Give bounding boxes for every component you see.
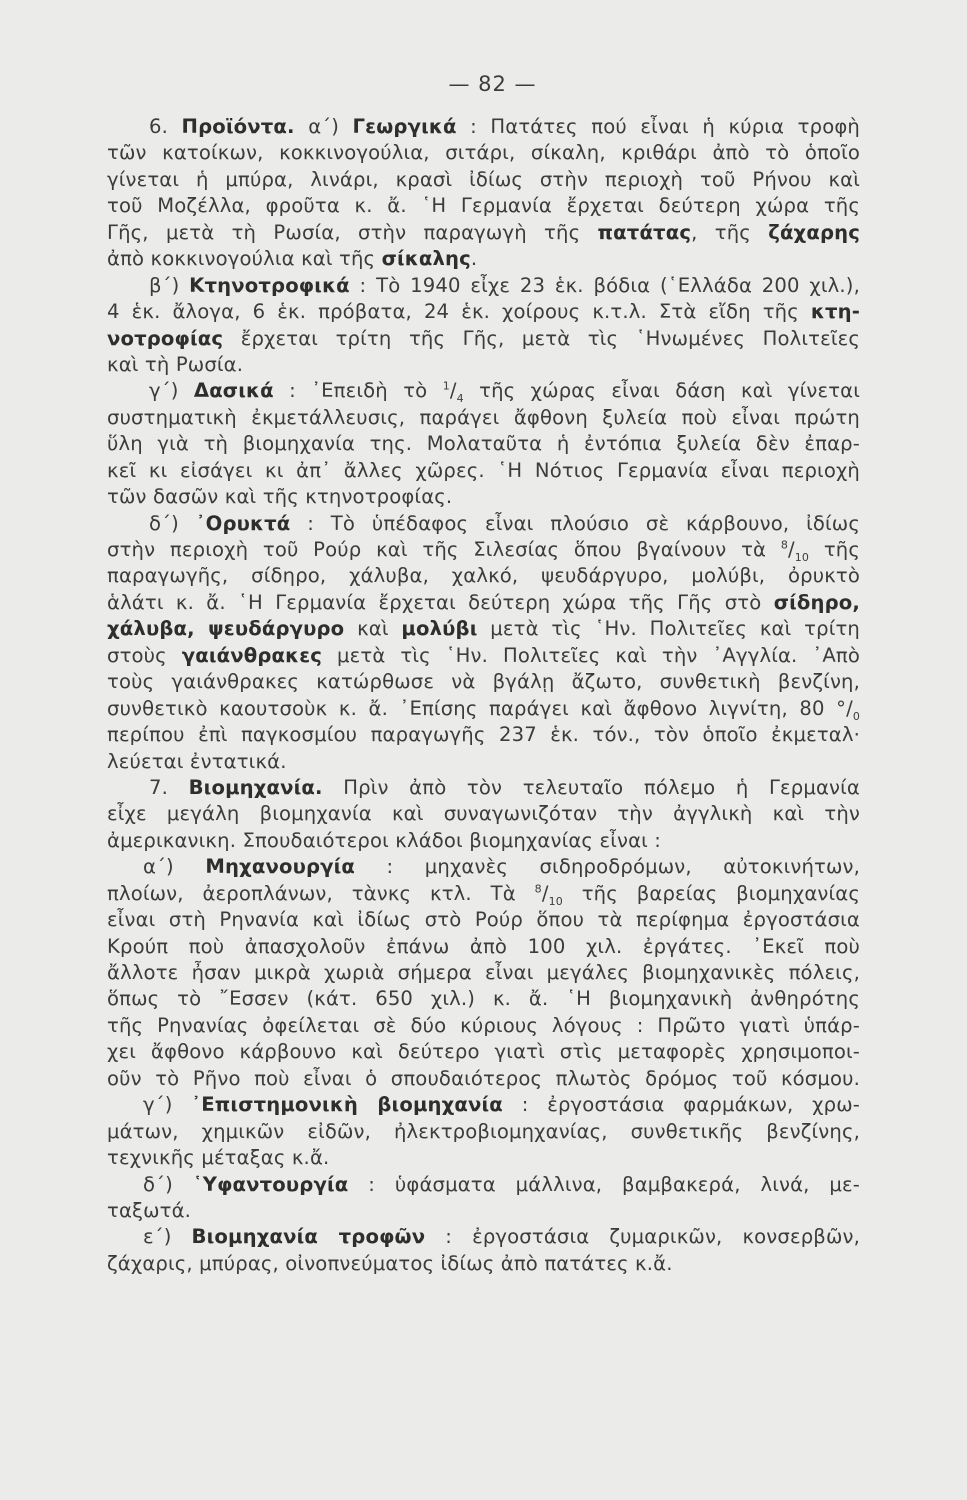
text-line: γ΄) ᾿Επιστημονικὴ βιομηχανία : ἐργοστάσια φαρμάκων, χρω- — [143, 1093, 860, 1117]
text-line: τῶν κατοίκων, κοκκινογούλια, σιτάρι, σίκαλη, κριθάρι ἀπὸ τὸ ὁποῖο — [107, 141, 860, 165]
text-line: γίνεται ἡ μπύρα, λινάρι, κρασὶ ἰδίως στὴν περιοχὴ τοῦ Ρήνου καὶ — [107, 167, 860, 191]
text-line: εἶναι στὴ Ρηνανία καὶ ἰδίως στὸ Ρούρ ὅπου τὰ περίφημα ἐργοστάσια — [107, 908, 860, 932]
text-line: ὕλη γιὰ τὴ βιομηχανία της. Μολαταῦτα ἡ ἐντόπια ξυλεία δὲν ἐπαρ- — [107, 432, 860, 456]
page-number: — 82 — — [448, 72, 537, 96]
text-line: Γῆς, μετὰ τὴ Ρωσία, στὴν παραγωγὴ τῆς πατάτας, τῆς ζάχαρης — [107, 220, 860, 244]
bold-term: ᾿Ορυκτά — [195, 511, 291, 535]
text-line: τεχνικῆς μέταξας κ.ἄ. — [107, 1146, 330, 1170]
bold-term: Γεωργικά — [352, 115, 457, 138]
text-line: ὅπως τὸ ῎Εσσεν (κάτ. 650 χιλ.) κ. ἄ. ῾Η βιομηχανικὴ ἀνθηρότης — [107, 987, 860, 1011]
bold-term: νοτροφίας — [107, 326, 224, 350]
bold-term: Βιομηχανία τροφῶν — [191, 1225, 426, 1249]
text-line: δ΄) ῾Υφαντουργία : ὑφάσματα μάλλινα, βαμβακερά, λινά, με- — [143, 1172, 861, 1196]
text-line: τοὺς γαιάνθρακες κατώρθωσε νὰ βγάλῃ ἄζωτο, συνθετικὴ βενζίνη, — [107, 670, 860, 694]
text-line: χάλυβα, ψευδάργυρο καὶ μολύβι μετὰ τὶς ῾Ην. Πολιτεῖες καὶ τρίτη — [107, 617, 860, 641]
bold-term: σίκαλης — [381, 247, 471, 271]
text-line: νοτροφίας ἔρχεται τρίτη τῆς Γῆς, μετὰ τὶς ῾Ηνωμένες Πολιτεῖες — [107, 326, 860, 350]
fraction-part: 8 — [780, 538, 789, 552]
text-line: 4 ἑκ. ἄλογα, 6 ἑκ. πρόβατα, 24 ἑκ. χοίρους κ.τ.λ. Στὰ εἴδη τῆς κτη- — [107, 300, 860, 324]
bold-term: Βιομηχανία. — [188, 775, 323, 799]
bold-term: Δασικά — [193, 379, 274, 403]
text-line: ε΄) Βιομηχανία τροφῶν : ἐργοστάσια ζυμαρικῶν, κονσερβῶν, — [143, 1225, 860, 1249]
text-line: Κρούπ ποὺ ἀπασχολοῦν ἐπάνω ἀπὸ 100 χιλ. ἐργάτες. ᾿Εκεῖ ποὺ — [107, 934, 860, 958]
text-line: ἁλάτι κ. ἄ. ῾Η Γερμανία ἔρχεται δεύτερη χώρα τῆς Γῆς στὸ σίδηρο, — [107, 590, 860, 614]
text-line: δ΄) ᾿Ορυκτά : Τὸ ὑπέδαφος εἶναι πλούσιο σὲ κάρβουνο, ἰδίως — [149, 511, 860, 535]
text-line: ταξωτά. — [107, 1198, 192, 1222]
bold-term: κτη- — [810, 300, 860, 324]
bold-term: χάλυβα, ψευδάργυρο — [107, 617, 345, 641]
bold-term: σίδηρο, — [773, 590, 860, 614]
text-line: ζάχαρις, μπύρας, οἰνοπνεύματος ἰδίως ἀπὸ πατάτες κ.ἄ. — [107, 1251, 673, 1275]
text-line: 7. Βιομηχανία. Πρὶν ἀπὸ τὸν τελευταῖο πόλεμο ἡ Γερμανία — [149, 775, 860, 799]
text-line: πλοίων, ἀεροπλάνων, τὰνκς κτλ. Τὰ $^8/_{10}$ τῆς βαρείας βιομηχανίας — [107, 881, 860, 908]
text-line: χει ἄφθονο κάρβουνο καὶ δεύτερο γιατὶ στὶς μεταφορὲς χρησιμοποι- — [107, 1040, 860, 1064]
text-line: λεύεται ἐντατικά. — [107, 749, 287, 773]
bold-term: ζάχαρης — [768, 220, 860, 244]
text-line: περίπου ἐπὶ παγκοσμίου παραγωγῆς 237 ἑκ. τόν., τὸν ὁποῖο ἐκμεταλ· — [107, 723, 860, 747]
text-line: γ΄) Δασικά : ᾿Επειδὴ τὸ $^1/_4$ τῆς χώρας εἶναι δάση καὶ γίνεται — [149, 379, 861, 406]
text-line: οῦν τὸ Ρῆνο ποὺ εἶναι ὁ σπουδαιότερος πλωτὸς δρόμος τοῦ κόσμου. — [107, 1066, 860, 1090]
text-line: κεῖ κι εἰσάγει κι ἀπ᾿ ἄλλες χῶρες. ῾Η Νότιος Γερμανία εἶναι περιοχὴ — [107, 458, 860, 482]
bold-term: πατάτας — [597, 220, 692, 244]
text-line: τῶν δασῶν καὶ τῆς κτηνοτροφίας. — [107, 485, 453, 509]
bold-term: μολύβι — [401, 617, 478, 641]
bold-term: γαιάνθρακες — [181, 643, 323, 667]
text-line: ἀπὸ κοκκινογούλια καὶ τῆς σίκαλης. — [107, 247, 478, 271]
text-line: καὶ τὴ Ρωσία. — [107, 352, 244, 376]
bold-term: ῾Υφαντουργία — [192, 1172, 349, 1196]
body-text — [107, 114, 860, 1277]
text-line: τῆς Ρηνανίας ὀφείλεται σὲ δύο κύριους λόγους : Πρῶτο γιατὶ ὑπάρ- — [107, 1013, 860, 1037]
bold-term: Κτηνοτροφικά — [189, 273, 350, 297]
text-line: εἶχε μεγάλη βιομηχανία καὶ συναγωνιζόταν τὴν ἀγγλικὴ καὶ τὴν — [107, 802, 860, 826]
fraction-part: 4 — [456, 392, 464, 406]
text-line: ἄλλοτε ἦσαν μικρὰ χωριὰ σήμερα εἶναι μεγάλες βιομηχανικὲς πόλεις, — [107, 961, 860, 984]
text-line: β΄) Κτηνοτροφικά : Τὸ 1940 εἶχε 23 ἑκ. βόδια (῾Ελλάδα 200 χιλ.), — [149, 273, 860, 297]
fraction-part: 10 — [548, 894, 563, 908]
fraction-part: 8 — [534, 882, 542, 896]
text-line: α΄) Μηχανουργία : μηχανὲς σιδηροδρόμων, αὐτοκινήτων, — [143, 855, 861, 879]
fraction-part: 10 — [794, 550, 810, 564]
text-line: 6. Προϊόντα. α΄) Γεωργικά : Πατάτες πού εἶναι ἡ κύρια τροφὴ — [149, 115, 860, 138]
text-line: συστηματικὴ ἐκμετάλλευσις, παράγει ἄφθονη ξυλεία ποὺ εἶναι πρώτη — [107, 405, 860, 429]
text-line: στὴν περιοχὴ τοῦ Ρούρ καὶ τῆς Σιλεσίας ὅπου βγαίνουν τὰ $^8/_{10}$ τῆς — [107, 538, 860, 564]
bold-term: Προϊόντα. — [181, 115, 295, 138]
text-line: ἀμερικανικη. Σπουδαιότεροι κλάδοι βιομηχανίας εἶναι : — [107, 828, 662, 852]
bold-term: ᾿Επιστημονικὴ βιομηχανία — [191, 1093, 503, 1117]
text-line: παραγωγῆς, σίδηρο, χάλυβα, χαλκό, ψευδάργυρο, μολύβι, ὀρυκτὸ — [107, 564, 860, 588]
fraction-part: 0 — [852, 709, 860, 723]
text-line: στοὺς γαιάνθρακες μετὰ τὶς ῾Ην. Πολιτεῖες καὶ τὴν ᾿Αγγλία. ᾿Απὸ — [107, 643, 860, 667]
fraction-part: 1 — [442, 379, 450, 393]
text-line: τοῦ Μοζέλλα, φροῦτα κ. ἄ. ῾Η Γερμανία ἔρχεται δεύτερη χώρα τῆς — [107, 194, 860, 218]
text-line: μάτων, χημικῶν εἰδῶν, ἠλεκτροβιομηχανίας, συνθετικῆς βενζίνης, — [107, 1119, 860, 1143]
bold-term: Μηχανουργία — [205, 855, 356, 879]
text-line: συνθετικὸ καουτσοὺκ κ. ἄ. ᾿Επίσης παράγει καὶ ἄφθονο λιγνίτη, 80 $^\circ/_0$ — [107, 696, 860, 723]
